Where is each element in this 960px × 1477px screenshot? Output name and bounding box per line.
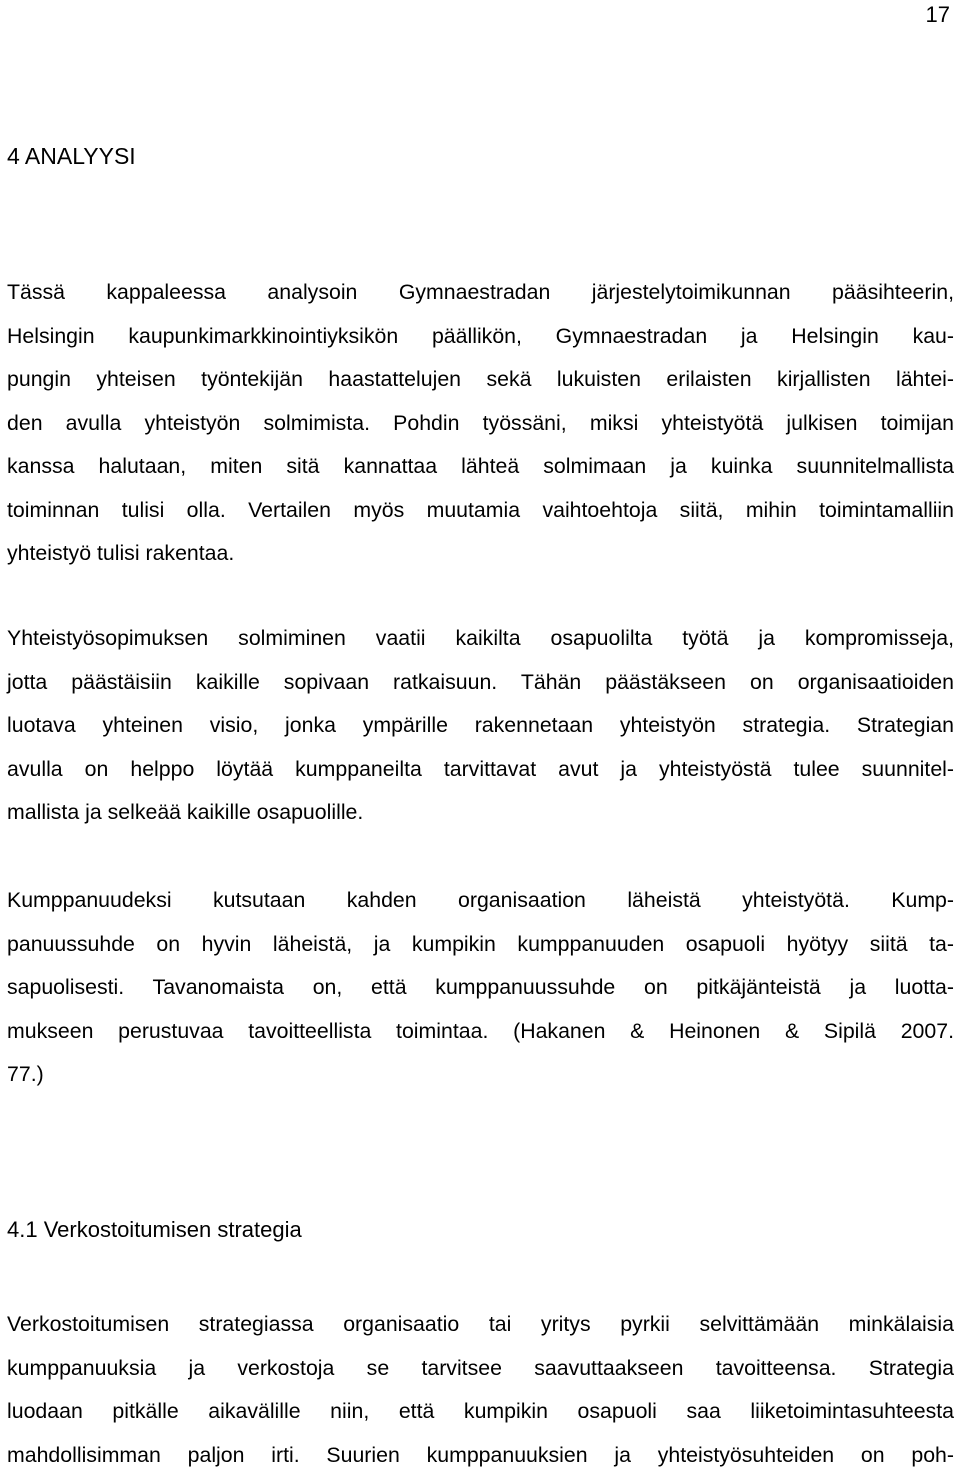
text-line: den avulla yhteistyön solmimista. Pohdin työssäni, miksi yhteistyötä julkisen toimijan: [7, 402, 954, 446]
text-line: mahdollisimman paljon irti. Suurien kumppanuuksien ja yhteistyösuhteiden on poh-: [7, 1434, 954, 1477]
text-line: kumppanuuksia ja verkostoja se tarvitsee saavuttaakseen tavoitteensa. Strategia: [7, 1347, 954, 1391]
text-line: yhteistyö tulisi rakentaa.: [7, 532, 954, 576]
text-line: sapuolisesti. Tavanomaista on, että kumppanuussuhde on pitkäjänteistä ja luotta-: [7, 966, 954, 1010]
text-line: Yhteistyösopimuksen solmiminen vaatii kaikilta osapuolilta työtä ja kompromisseja,: [7, 617, 954, 661]
text-line: 77.): [7, 1053, 954, 1097]
text-line: Helsingin kaupunkimarkkinointiyksikön päällikön, Gymnaestradan ja Helsingin kau-: [7, 315, 954, 359]
text-line: kanssa halutaan, miten sitä kannattaa lähteä solmimaan ja kuinka suunnitelmallista: [7, 445, 954, 489]
text-line: Tässä kappaleessa analysoin Gymnaestradan järjestelytoimikunnan pääsihteerin,: [7, 271, 954, 315]
text-line: mallista ja selkeää kaikille osapuolille.: [7, 791, 954, 835]
text-line: luodaan pitkälle aikavälille niin, että kumpikin osapuoli saa liiketoimintasuhteesta: [7, 1390, 954, 1434]
text-line: luotava yhteinen visio, jonka ympärille rakennetaan yhteistyön strategia. Strategian: [7, 704, 954, 748]
body-paragraph: [7, 879, 954, 1097]
text-line: panuussuhde on hyvin läheistä, ja kumpikin kumppanuuden osapuoli hyötyy siitä ta-: [7, 923, 954, 967]
text-line: avulla on helppo löytää kumppaneilta tarvittavat avut ja yhteistyöstä tulee suunnitel-: [7, 748, 954, 792]
body-paragraph: [7, 1303, 954, 1477]
chapter-heading: 4 ANALYYSI: [7, 142, 136, 170]
text-line: mukseen perustuvaa tavoitteellista toimintaa. (Hakanen & Heinonen & Sipilä 2007.: [7, 1010, 954, 1054]
text-line: Kumppanuudeksi kutsutaan kahden organisaation läheistä yhteistyötä. Kump-: [7, 879, 954, 923]
page-number: 17: [926, 2, 950, 28]
text-line: Verkostoitumisen strategiassa organisaatio tai yritys pyrkii selvittämään minkälaisia: [7, 1303, 954, 1347]
section-heading: 4.1 Verkostoitumisen strategia: [7, 1216, 302, 1244]
body-paragraph: [7, 271, 954, 576]
text-line: pungin yhteisen työntekijän haastattelujen sekä lukuisten erilaisten kirjallisten lähtei-: [7, 358, 954, 402]
body-paragraph: [7, 617, 954, 835]
text-line: toiminnan tulisi olla. Vertailen myös muutamia vaihtoehtoja siitä, mihin toimintamalliin: [7, 489, 954, 533]
text-line: jotta päästäisiin kaikille sopivaan ratkaisuun. Tähän päästäkseen on organisaatioiden: [7, 661, 954, 705]
